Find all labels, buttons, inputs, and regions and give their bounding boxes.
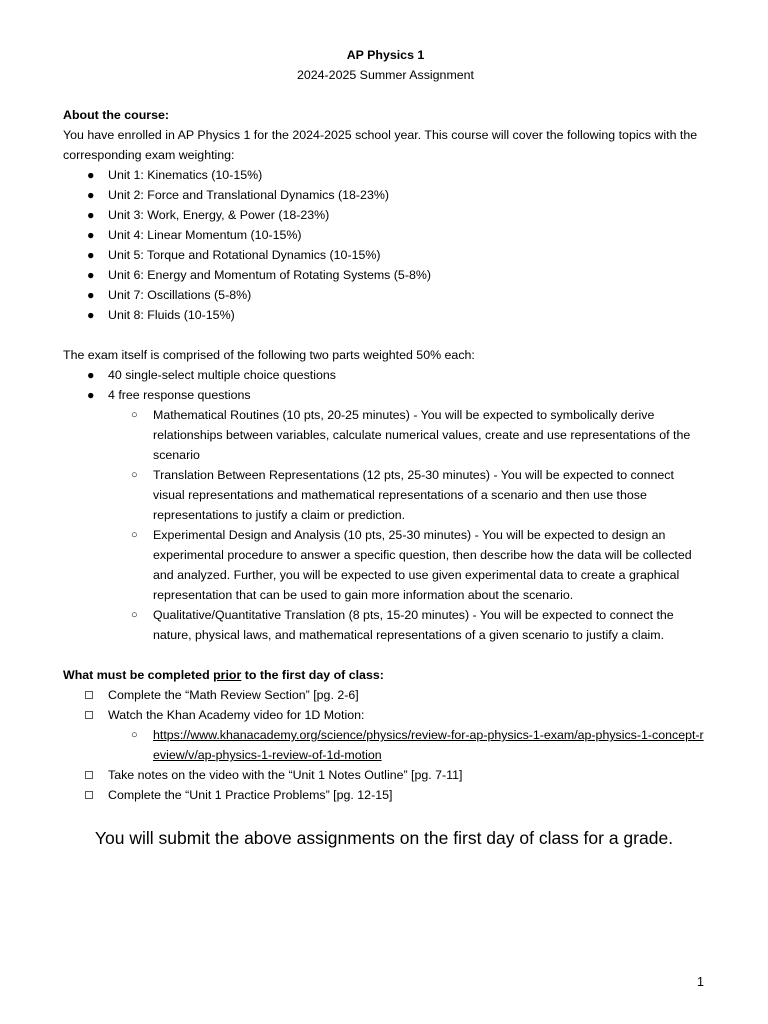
list-item: [63, 725, 708, 765]
checkbox[interactable]: [85, 771, 93, 779]
list-item: ○ Qualitative/Quantitative Translation (8 pts, 15-20 minutes) - You will be expected to connect the nature, physical laws, and mathematical representations of a given scenario to justify a claim.: [63, 605, 708, 645]
checklist-item: Take notes on the video with the “Unit 1 Notes Outline” [pg. 7-11]: [63, 765, 708, 785]
about-intro: You have enrolled in AP Physics 1 for the 2024-2025 school year. This course will cover the following topics with the corresponding exam weighting:: [63, 128, 698, 162]
bullet-icon: ●: [87, 248, 95, 262]
list-item: ● 40 single-select multiple choice questions: [63, 365, 708, 385]
checklist-item: Complete the “Math Review Section” [pg. 2-6]: [63, 685, 708, 705]
unit-list: [63, 165, 708, 325]
checkbox[interactable]: [85, 691, 93, 699]
page-number: 1: [697, 975, 704, 989]
bullet-icon: ●: [87, 228, 95, 242]
list-item: ○ Experimental Design and Analysis (10 pts, 25-30 minutes) - You will be expected to design an experimental procedure to answer a specific question, then describe how the data will be collected and analyzed. Further, you will be expected to use given experimental data to create a graphical representation that can be used to gain more information about the scenario.: [63, 525, 708, 605]
list-item: ● 4 free response questions: [63, 385, 708, 405]
checkbox[interactable]: [85, 711, 93, 719]
list-item: ● Unit 1: Kinematics (10-15%): [63, 165, 708, 185]
todo-heading: What must be completed prior to the first day of class:: [63, 668, 384, 682]
circle-bullet-icon: ○: [131, 729, 138, 741]
bullet-icon: ●: [87, 268, 95, 282]
list-item: ● Unit 6: Energy and Momentum of Rotating Systems (5-8%): [63, 265, 708, 285]
checklist-item: Watch the Khan Academy video for 1D Motion:: [63, 705, 708, 725]
bullet-icon: ●: [87, 188, 95, 202]
checkbox[interactable]: [85, 791, 93, 799]
list-item: ● Unit 5: Torque and Rotational Dynamics (10-15%): [63, 245, 708, 265]
khan-academy-link[interactable]: https://www.khanacademy.org/science/physics/review-for-ap-physics-1-exam/ap-physics-1-concept-review/v/ap-physics-1-review-of-1d-motion: [153, 728, 704, 762]
bullet-icon: ●: [87, 368, 95, 382]
checklist-item: Complete the “Unit 1 Practice Problems” [pg. 12-15]: [63, 785, 708, 805]
bullet-icon: ●: [87, 168, 95, 182]
exam-intro: The exam itself is comprised of the following two parts weighted 50% each:: [63, 348, 475, 362]
todo-list: [63, 685, 708, 805]
document-page: [63, 45, 708, 805]
bullet-icon: ●: [87, 288, 95, 302]
document-title: AP Physics 1: [346, 48, 425, 62]
bullet-icon: ●: [87, 308, 95, 322]
circle-bullet-icon: ○: [131, 469, 138, 481]
circle-bullet-icon: ○: [131, 409, 138, 421]
list-item: ● Unit 3: Work, Energy, & Power (18-23%): [63, 205, 708, 225]
list-item: ○ Translation Between Representations (12 pts, 25-30 minutes) - You will be expected to connect visual representations and mathematical representations of a scenario and then use those representations to justify a claim or prediction.: [63, 465, 708, 525]
about-heading: About the course:: [63, 108, 170, 122]
circle-bullet-icon: ○: [131, 609, 138, 621]
list-item: ○ Mathematical Routines (10 pts, 20-25 minutes) - You will be expected to symbolically derive relationships between variables, calculate numerical values, create and use representations of the scenario: [63, 405, 708, 465]
exam-parts-list: [63, 365, 708, 645]
document-subtitle: 2024-2025 Summer Assignment: [296, 68, 474, 82]
list-item: ● Unit 7: Oscillations (5-8%): [63, 285, 708, 305]
list-item: ● Unit 4: Linear Momentum (10-15%): [63, 225, 708, 245]
bullet-icon: ●: [87, 388, 95, 402]
submit-note: You will submit the above assignments on the first day of class for a grade.: [94, 828, 674, 848]
list-item: ● Unit 2: Force and Translational Dynamics (18-23%): [63, 185, 708, 205]
bullet-icon: ●: [87, 208, 95, 222]
circle-bullet-icon: ○: [131, 529, 138, 541]
list-item: ● Unit 8: Fluids (10-15%): [63, 305, 708, 325]
